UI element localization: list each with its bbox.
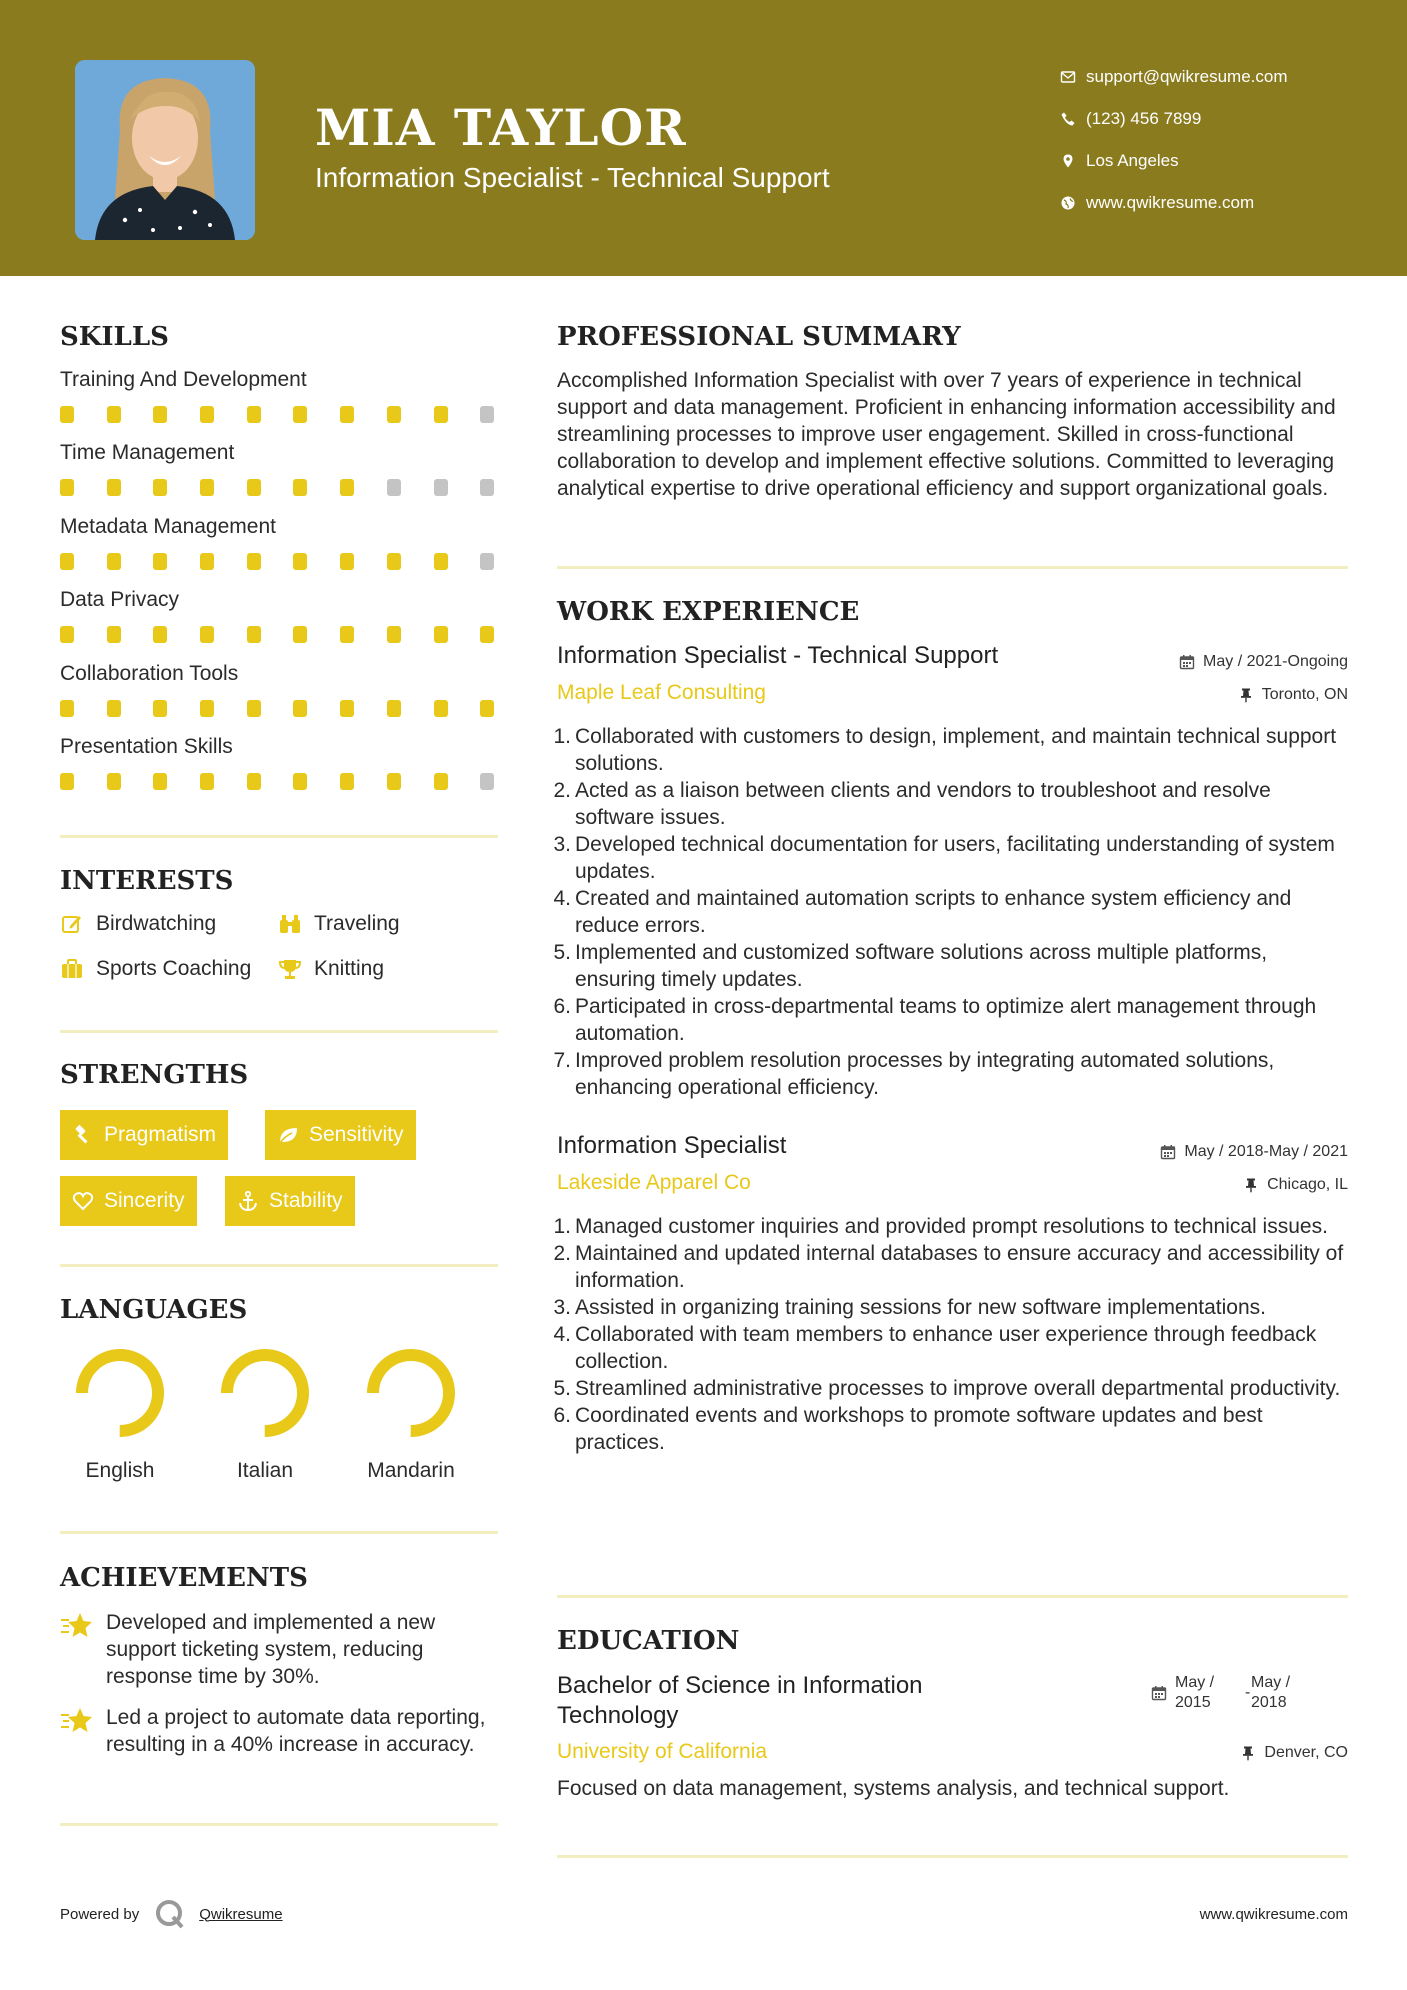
powered-by <box>60 1897 283 1931</box>
skill-dot <box>480 700 494 717</box>
skill-dot <box>387 773 401 790</box>
skill-dot <box>153 406 167 423</box>
language-level-arc <box>82 1355 158 1431</box>
strength-label: Sincerity <box>104 1189 185 1212</box>
list-item: 3. Developed technical documentation for users, facilitating understanding of system updates. <box>553 833 1335 883</box>
achievement-item <box>60 1704 500 1758</box>
phone-icon <box>1050 111 1086 127</box>
contact-website[interactable] <box>1050 182 1370 224</box>
summary-text: Accomplished Information Specialist with over 7 years of experience in technical support and data management. Proficient in enhancing information accessibility and streamlining processes to improve user engagement. Skilled in cross-functional collaboration to develop and implement effective solutions. Committed to leveraging analytical expertise to drive operational efficiency and support organizational goals. <box>557 369 1336 500</box>
job-title: Information Specialist - Technical Support <box>557 642 999 669</box>
list-item: 1. Collaborated with customers to design, implement, and maintain technical support solutions. <box>553 725 1337 775</box>
skill-rating <box>60 553 527 570</box>
skill-label: Collaboration Tools <box>60 662 239 685</box>
strength-label: Stability <box>269 1189 343 1212</box>
skill-dot <box>247 479 261 496</box>
language-level-ring <box>363 1345 459 1441</box>
school-name: University of California <box>557 1740 768 1763</box>
skill-dot <box>107 479 121 496</box>
summary-heading: PROFESSIONAL SUMMARY <box>557 322 961 352</box>
star-icon <box>60 1611 96 1641</box>
star-icon <box>60 1706 96 1736</box>
skill-dot <box>60 626 74 643</box>
section-divider <box>60 835 498 838</box>
language-level-ring <box>72 1345 168 1441</box>
company-name: Lakeside Apparel Co <box>557 1171 751 1194</box>
list-item: 3. Assisted in organizing training sessions for new software implementations. <box>553 1296 1267 1319</box>
skills-heading: SKILLS <box>60 322 169 352</box>
qwikresume-logo-icon <box>153 1897 187 1931</box>
interest-label: Sports Coaching <box>96 957 252 980</box>
list-item: 4. Created and maintained automation scripts to enhance system efficiency and reduce errors. <box>553 887 1292 937</box>
qwikresume-link[interactable]: Qwikresume <box>199 1905 283 1923</box>
language-item <box>346 1345 476 1483</box>
interest-label: Traveling <box>314 912 400 935</box>
skill-dot <box>387 700 401 717</box>
skill-dot <box>293 626 307 643</box>
skill-rating <box>60 406 527 423</box>
section-divider <box>60 1531 498 1534</box>
skill-dot <box>60 479 74 496</box>
skill-dot <box>60 773 74 790</box>
section-divider <box>557 566 1348 569</box>
skill-dot <box>434 626 448 643</box>
list-item: 2. Acted as a liaison between clients and vendors to troubleshoot and resolve software issues. <box>553 779 1271 829</box>
heart-icon <box>72 1190 94 1212</box>
skill-dot <box>480 406 494 423</box>
profile-photo <box>75 60 255 240</box>
skill-rating <box>60 773 527 790</box>
skill-dot <box>247 406 261 423</box>
skill-dot <box>434 700 448 717</box>
language-item <box>55 1345 185 1483</box>
contact-phone[interactable] <box>1050 98 1370 140</box>
footer-url[interactable]: www.qwikresume.com <box>1199 1906 1348 1923</box>
list-item: 4. Collaborated with team members to enhance user experience through feedback collection. <box>553 1323 1317 1373</box>
skill-dot <box>107 700 121 717</box>
binoculars-icon <box>278 912 302 936</box>
skill-dot <box>153 773 167 790</box>
calendar-icon <box>1179 654 1195 670</box>
job-dates-text: May / 2021-Ongoing <box>1203 653 1348 670</box>
candidate-title: Information Specialist - Technical Support <box>315 162 830 193</box>
skill-dot <box>387 553 401 570</box>
skill-dot <box>293 553 307 570</box>
education-dates <box>1151 1673 1307 1713</box>
skill-dot <box>107 626 121 643</box>
education-end-date: May / 2018 <box>1251 1674 1291 1711</box>
skill-label: Data Privacy <box>60 588 180 611</box>
interest-item <box>278 912 400 936</box>
section-divider <box>60 1030 498 1033</box>
section-divider <box>60 1823 498 1826</box>
job-responsibilities <box>550 723 1350 1101</box>
section-divider <box>557 1595 1348 1598</box>
skill-dot <box>107 773 121 790</box>
contact-phone-text: (123) 456 7899 <box>1086 109 1202 128</box>
interest-label: Knitting <box>314 957 385 980</box>
language-level-arc <box>373 1355 449 1431</box>
skill-rating <box>60 626 527 643</box>
skill-dot <box>293 406 307 423</box>
job-dates-text: May / 2018-May / 2021 <box>1184 1143 1348 1160</box>
skill-dot <box>107 406 121 423</box>
trophy-icon <box>278 957 302 981</box>
skill-dot <box>434 553 448 570</box>
skill-dot <box>434 773 448 790</box>
skill-dot <box>340 700 354 717</box>
strength-label: Pragmatism <box>104 1123 217 1146</box>
language-level-ring <box>217 1345 313 1441</box>
skill-dot <box>293 773 307 790</box>
education-heading: EDUCATION <box>557 1626 740 1656</box>
section-divider <box>557 1855 1348 1858</box>
achievement-item <box>60 1609 500 1690</box>
strength-tag <box>265 1110 416 1160</box>
skill-dot <box>340 773 354 790</box>
company-name: Maple Leaf Consulting <box>557 681 766 704</box>
list-item: 6. Coordinated events and workshops to promote software updates and best practices. <box>553 1404 1263 1454</box>
interests-heading: INTERESTS <box>60 866 234 896</box>
skill-dot <box>153 700 167 717</box>
contact-website-text: www.qwikresume.com <box>1086 193 1255 212</box>
skill-dot <box>480 626 494 643</box>
interest-item <box>278 957 384 981</box>
languages-heading: LANGUAGES <box>60 1295 248 1325</box>
education-location-text: Denver, CO <box>1264 1744 1348 1761</box>
contact-email-text: support@qwikresume.com <box>1086 67 1288 86</box>
contact-location-text: Los Angeles <box>1086 151 1179 170</box>
job-dates <box>1179 653 1348 671</box>
strength-tag <box>225 1176 355 1226</box>
skill-dot <box>293 700 307 717</box>
language-level-arc <box>227 1355 303 1431</box>
skill-label: Presentation Skills <box>60 735 233 758</box>
interest-item <box>60 912 216 936</box>
strengths-heading: STRENGTHS <box>60 1060 249 1090</box>
skill-dot <box>200 700 214 717</box>
skill-dot <box>293 479 307 496</box>
powered-by-text: Powered by <box>60 1905 140 1923</box>
skill-dot <box>340 479 354 496</box>
achievement-text: Led a project to automate data reporting, resulting in a 40% increase in accuracy. <box>106 1706 486 1756</box>
degree-title-line2: Technology <box>557 1702 679 1729</box>
skill-label: Training And Development <box>60 368 307 391</box>
strength-label: Sensitivity <box>309 1123 404 1146</box>
skill-dot <box>480 553 494 570</box>
skill-dot <box>200 406 214 423</box>
calendar-icon <box>1160 1144 1176 1160</box>
envelope-icon <box>1050 69 1086 85</box>
education-description: Focused on data management, systems analysis, and technical support. <box>557 1777 1230 1800</box>
job-location-text: Toronto, ON <box>1261 686 1348 703</box>
skill-dot <box>247 553 261 570</box>
education-location <box>1240 1744 1348 1762</box>
strength-tag <box>60 1176 197 1226</box>
calendar-icon <box>1151 1685 1167 1701</box>
pushpin-icon <box>1243 1177 1259 1193</box>
interest-label: Birdwatching <box>96 912 217 935</box>
skill-dot <box>60 553 74 570</box>
briefcase-icon <box>60 957 84 981</box>
job-location <box>1238 686 1348 704</box>
language-label: English <box>85 1459 155 1482</box>
skill-dot <box>153 626 167 643</box>
skill-dot <box>434 406 448 423</box>
skill-dot <box>340 406 354 423</box>
skill-dot <box>153 479 167 496</box>
anchor-icon <box>237 1190 259 1212</box>
language-label: Mandarin <box>367 1459 455 1482</box>
list-item: 6. Participated in cross-departmental teams to optimize alert management through automation. <box>553 995 1317 1045</box>
job-title: Information Specialist <box>557 1132 787 1159</box>
degree-title: Bachelor of Science in Information <box>557 1672 923 1699</box>
education-date-dash: - <box>1245 1684 1251 1701</box>
pencil-square-icon <box>60 912 84 936</box>
pushpin-icon <box>1238 687 1254 703</box>
section-divider <box>60 1264 498 1267</box>
skill-dot <box>480 773 494 790</box>
skill-dot <box>153 553 167 570</box>
pushpin-icon <box>1240 1745 1256 1761</box>
skill-dot <box>200 479 214 496</box>
skill-dot <box>247 773 261 790</box>
contact-email[interactable] <box>1050 56 1370 98</box>
strength-tag <box>60 1110 228 1160</box>
contact-list <box>1050 56 1370 224</box>
language-label: Italian <box>236 1459 294 1482</box>
interest-item <box>60 957 251 981</box>
job-location <box>1243 1176 1348 1194</box>
profile-photo-illustration <box>75 60 255 240</box>
skill-dot <box>387 406 401 423</box>
education-start-date: May / 2015 <box>1175 1674 1215 1711</box>
skill-dot <box>387 479 401 496</box>
language-item <box>200 1345 330 1483</box>
list-item: 2. Maintained and updated internal databases to ensure accuracy and accessibility of information. <box>553 1242 1344 1292</box>
skill-dot <box>434 479 448 496</box>
skill-dot <box>200 773 214 790</box>
skill-dot <box>200 626 214 643</box>
skill-dot <box>247 626 261 643</box>
list-item: 7. Improved problem resolution processes by integrating automated solutions, enhancing operational efficiency. <box>553 1049 1275 1099</box>
list-item: 1. Managed customer inquiries and provided prompt resolutions to technical issues. <box>553 1215 1328 1238</box>
experience-heading: WORK EXPERIENCE <box>557 597 860 627</box>
achievements-heading: ACHIEVEMENTS <box>60 1563 308 1593</box>
skill-label: Metadata Management <box>60 515 276 538</box>
skill-label: Time Management <box>60 441 235 464</box>
contact-location <box>1050 140 1370 182</box>
achievement-text: Developed and implemented a new support ticketing system, reducing response time by 30%. <box>106 1611 436 1688</box>
location-pin-icon <box>1050 153 1086 169</box>
skill-dot <box>480 479 494 496</box>
skill-rating <box>60 479 527 496</box>
skill-rating <box>60 700 527 717</box>
job-location-text: Chicago, IL <box>1267 1176 1348 1193</box>
skill-dot <box>60 406 74 423</box>
skill-dot <box>247 700 261 717</box>
list-item: 5. Streamlined administrative processes to improve overall departmental productivity. <box>553 1377 1341 1400</box>
gavel-icon <box>72 1124 94 1146</box>
candidate-name: MIA TAYLOR <box>315 98 687 157</box>
skill-dot <box>60 700 74 717</box>
list-item: 5. Implemented and customized software solutions across multiple platforms, ensuring timely updates. <box>553 941 1268 991</box>
job-dates <box>1160 1143 1348 1161</box>
skill-dot <box>200 553 214 570</box>
skill-dot <box>107 553 121 570</box>
leaf-icon <box>277 1124 299 1146</box>
skill-dot <box>340 626 354 643</box>
job-responsibilities <box>550 1213 1350 1456</box>
skill-dot <box>340 553 354 570</box>
resume-header <box>0 0 1407 276</box>
skill-dot <box>387 626 401 643</box>
globe-icon <box>1050 195 1086 211</box>
